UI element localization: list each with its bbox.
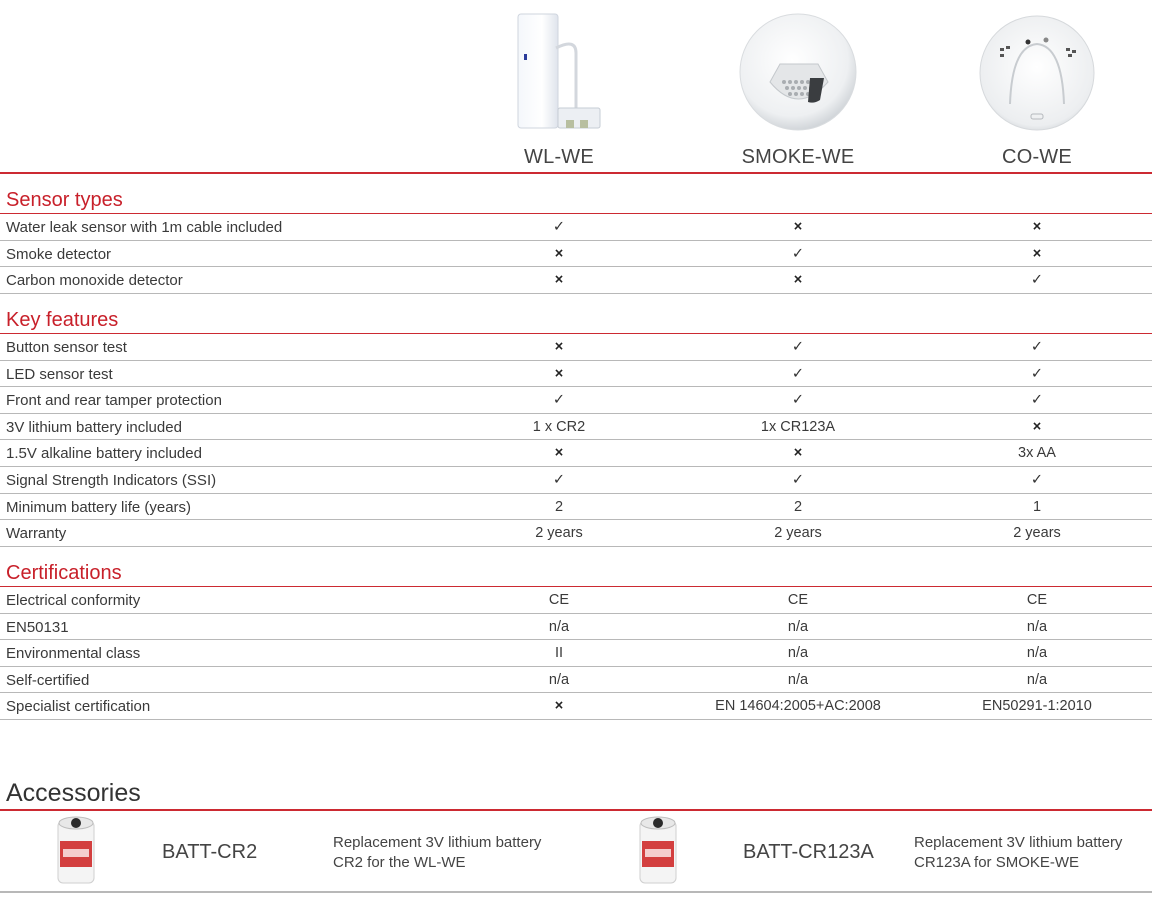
table-row (0, 640, 1152, 667)
section-title: Key features (0, 294, 1152, 334)
row-label: Water leak sensor with 1m cable included (6, 219, 283, 236)
table-cell: n/a (787, 645, 809, 662)
check-icon: ✓ (552, 219, 566, 235)
accessories-title: Accessories (6, 779, 141, 807)
row-label: Electrical conformity (6, 592, 141, 609)
accessory-name: BATT-CR123A (743, 841, 874, 863)
row-label: Front and rear tamper protection (6, 392, 222, 410)
cross-icon: × (1032, 245, 1042, 262)
check-icon: ✓ (791, 392, 805, 409)
water-leak-sensor-icon (510, 8, 610, 143)
table-cell: 1 (1032, 498, 1042, 515)
table-cell: n/a (1026, 645, 1048, 662)
table-cell: 2 years (1013, 525, 1061, 542)
table-row (0, 387, 1152, 414)
section-sensor-types (0, 174, 1152, 294)
table-cell: n/a (548, 671, 570, 688)
cross-icon: × (1032, 418, 1042, 435)
accessory-name: BATT-CR2 (162, 841, 258, 863)
product-name-smoke-we: SMOKE-WE (741, 146, 855, 168)
product-name-co-we: CO-WE (1002, 146, 1072, 168)
cross-icon: × (793, 272, 803, 289)
row-label: 1.5V alkaline battery included (6, 445, 202, 463)
table-cell: CE (787, 592, 809, 608)
cross-icon: × (554, 339, 564, 355)
check-icon: ✓ (791, 245, 805, 262)
row-label: 3V lithium battery included (6, 418, 182, 436)
accessories-bottom-rule (0, 891, 1152, 893)
table-row (0, 334, 1152, 361)
accessory-description-line: CR123A for SMOKE-WE (914, 854, 1080, 871)
section-key-features (0, 294, 1152, 547)
table-cell: n/a (787, 618, 809, 635)
table-cell: EN50291-1:2010 (982, 698, 1092, 715)
check-icon: ✓ (1030, 392, 1044, 409)
table-row (0, 440, 1152, 467)
table-cell: EN 14604:2005+AC:2008 (715, 698, 881, 715)
cross-icon: × (1032, 219, 1042, 235)
accessory-description (914, 833, 1122, 873)
accessory-description-line: Replacement 3V lithium battery (333, 834, 542, 851)
co-detector-icon (978, 14, 1096, 137)
check-icon: ✓ (1030, 272, 1044, 289)
check-icon: ✓ (1030, 365, 1044, 382)
row-label: Environmental class (6, 645, 141, 663)
accessory-description (333, 833, 541, 873)
accessory-description-line: CR2 for the WL-WE (333, 854, 466, 871)
check-icon: ✓ (552, 471, 566, 488)
table-row (0, 693, 1152, 720)
smoke-detector-icon (738, 12, 858, 137)
table-cell: 2 (554, 498, 564, 515)
table-cell: 3x AA (1018, 445, 1056, 462)
table-cell: n/a (1026, 618, 1048, 635)
battery-icon (636, 815, 680, 892)
table-row (0, 667, 1152, 694)
table-row (0, 241, 1152, 268)
check-icon: ✓ (1030, 339, 1044, 355)
table-row (0, 467, 1152, 494)
table-cell: 1 x CR2 (532, 418, 586, 435)
accessory-description-line: Replacement 3V lithium battery (914, 834, 1123, 851)
table-cell: CE (1026, 592, 1048, 608)
table-cell: CE (548, 592, 570, 608)
battery-icon (54, 815, 98, 892)
cross-icon: × (554, 445, 564, 462)
cross-icon: × (793, 445, 803, 462)
table-cell: II (554, 645, 564, 662)
row-label: Signal Strength Indicators (SSI) (6, 471, 217, 489)
table-cell: n/a (1026, 671, 1048, 688)
section-certifications (0, 547, 1152, 720)
product-name-wl-we: WL-WE (524, 146, 594, 168)
row-label: Smoke detector (6, 245, 112, 263)
section-title: Certifications (0, 547, 1152, 587)
check-icon: ✓ (552, 392, 566, 409)
cross-icon: × (554, 698, 564, 715)
accessories-divider (0, 809, 1152, 811)
table-row (0, 520, 1152, 547)
table-row (0, 614, 1152, 641)
table-row (0, 587, 1152, 614)
row-label: Carbon monoxide detector (6, 272, 183, 290)
row-label: Button sensor test (6, 339, 127, 356)
table-cell: 1x CR123A (760, 418, 836, 435)
row-label: EN50131 (6, 618, 69, 636)
table-cell: n/a (548, 618, 570, 635)
check-icon: ✓ (1030, 471, 1044, 488)
row-label: Minimum battery life (years) (6, 498, 192, 516)
table-cell: 2 (793, 498, 803, 515)
cross-icon: × (554, 365, 564, 382)
cross-icon: × (554, 245, 564, 262)
table-row (0, 267, 1152, 294)
table-row (0, 214, 1152, 241)
table-cell: n/a (787, 671, 809, 688)
row-label: Specialist certification (6, 698, 151, 716)
table-cell: 2 years (774, 525, 822, 542)
section-title: Sensor types (0, 174, 1152, 214)
row-label: LED sensor test (6, 365, 113, 383)
table-cell: 2 years (535, 525, 583, 542)
cross-icon: × (793, 219, 803, 235)
cross-icon: × (554, 272, 564, 289)
row-label: Self-certified (6, 671, 90, 689)
table-row (0, 494, 1152, 521)
row-label: Warranty (6, 525, 67, 543)
table-row (0, 361, 1152, 388)
table-row (0, 414, 1152, 441)
check-icon: ✓ (791, 339, 805, 355)
check-icon: ✓ (791, 471, 805, 488)
check-icon: ✓ (791, 365, 805, 382)
